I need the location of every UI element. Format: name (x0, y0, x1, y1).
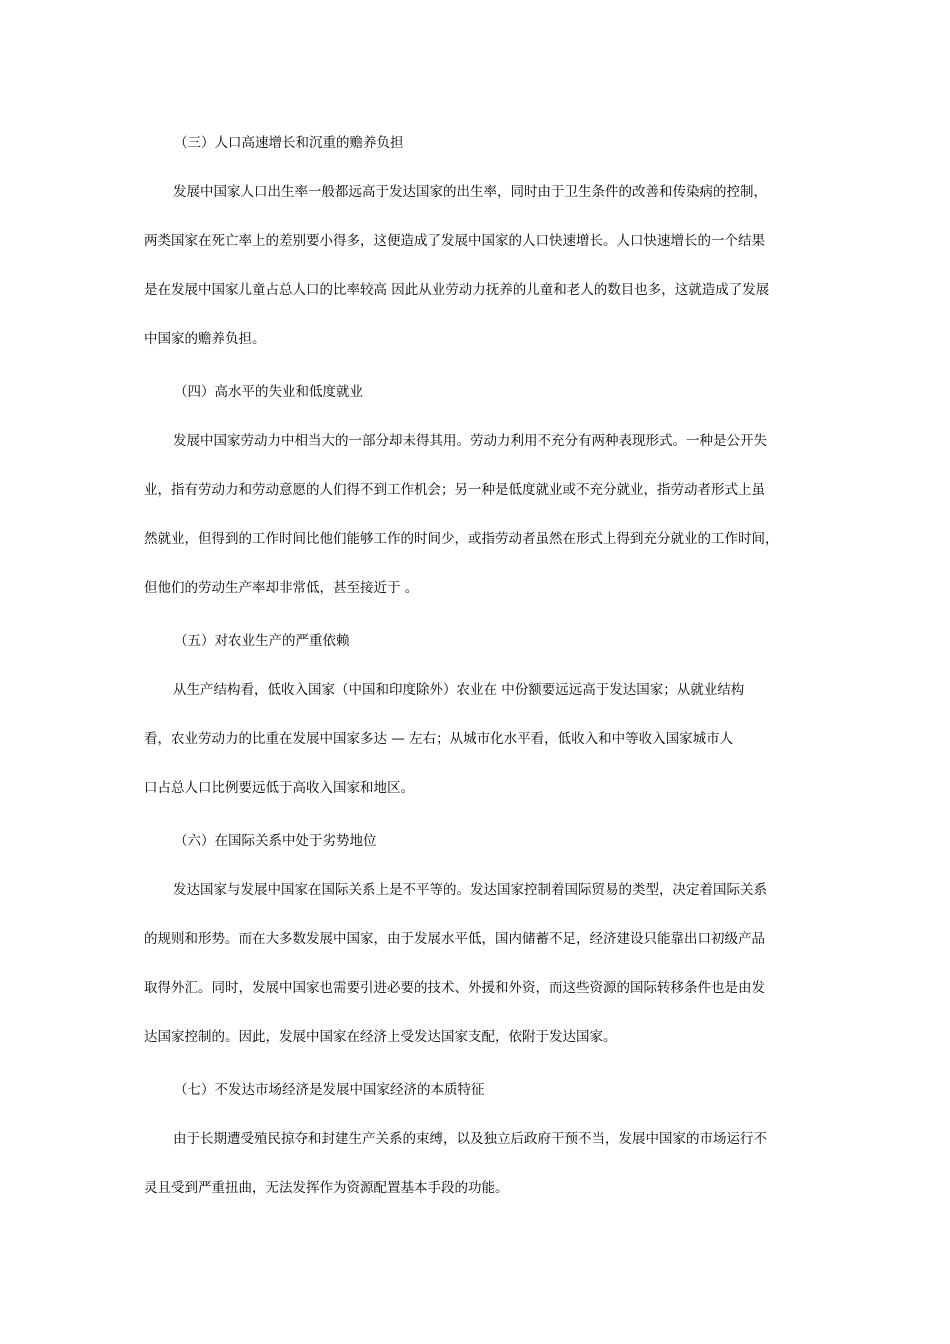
text-line: 发展中国家劳动力中相当大的一部分却未得其用。劳动力利用不充分有两种表现形式。一种是公开失 (173, 433, 767, 449)
text-line: 然就业，但得到的工作时间比他们能够工作的时间少，或指劳动者虽然在形式上得到充分就业的工作时间， (144, 531, 779, 547)
section-body-6 (144, 866, 808, 1062)
text-line: 两类国家在死亡率上的差别要小得多，这便造成了发展中国家的人口快速增长。人口快速增长的一个结果 (144, 233, 765, 249)
text-line: 取得外汇。同时，发展中国家也需要引进必要的技术、外援和外资，而这些资源的国际转移条件也是由发 (144, 980, 765, 996)
text-line: 由于长期遭受殖民掠夺和封建生产关系的束缚，以及独立后政府干预不当，发展中国家的市场运行不 (173, 1131, 767, 1147)
text-line: 是在发展中国家儿童占总人口的比率较高 因此从业劳动力抚养的儿童和老人的数目也多，这就造成了发展 (144, 282, 770, 298)
section-body-7 (144, 1115, 808, 1213)
text-line: 从生产结构看，低收入国家（中国和印度除外）农业在 中份额要远远高于发达国家；从就业结构 (173, 682, 745, 698)
text-line: 发展中国家人口出生率一般都远高于发达国家的出生率，同时由于卫生条件的改善和传染病的控制， (173, 184, 767, 200)
text-line: 但他们的劳动生产率却非常低，甚至接近于 。 (144, 580, 419, 596)
text-line: 口占总人口比例要远低于高收入国家和地区。 (144, 780, 414, 796)
text-line: 灵且受到严重扭曲，无法发挥作为资源配置基本手段的功能。 (144, 1180, 509, 1196)
section-heading-6: （六）在国际关系中处于劣势地位 (174, 833, 377, 849)
section-body-5 (144, 666, 808, 813)
text-line: 发达国家与发展中国家在国际关系上是不平等的。发达国家控制着国际贸易的类型，决定着国际关系 (173, 882, 767, 898)
section-body-4 (144, 417, 808, 613)
section-body-3 (144, 168, 808, 364)
text-line: 达国家控制的。因此，发展中国家在经济上受发达国家支配，依附于发达国家。 (144, 1029, 617, 1045)
text-line: 的规则和形势。而在大多数发展中国家，由于发展水平低，国内储蓄不足，经济建设只能靠出口初级产品 (144, 931, 765, 947)
section-heading-3: （三）人口高速增长和沉重的赡养负担 (174, 135, 404, 151)
section-heading-4: （四）高水平的失业和低度就业 (174, 384, 363, 400)
text-line: 中国家的赡养负担。 (144, 331, 266, 347)
text-line: 看，农业劳动力的比重在发展中国家多达 — 左右；从城市化水平看，低收入和中等收入国家城市人 (144, 731, 734, 747)
text-line: 业，指有劳动力和劳动意愿的人们得不到工作机会；另一种是低度就业或不充分就业，指劳动者形式上虽 (144, 482, 765, 498)
section-heading-7: （七）不发达市场经济是发展中国家经济的本质特征 (174, 1082, 485, 1098)
section-heading-5: （五）对农业生产的严重依赖 (174, 633, 350, 649)
